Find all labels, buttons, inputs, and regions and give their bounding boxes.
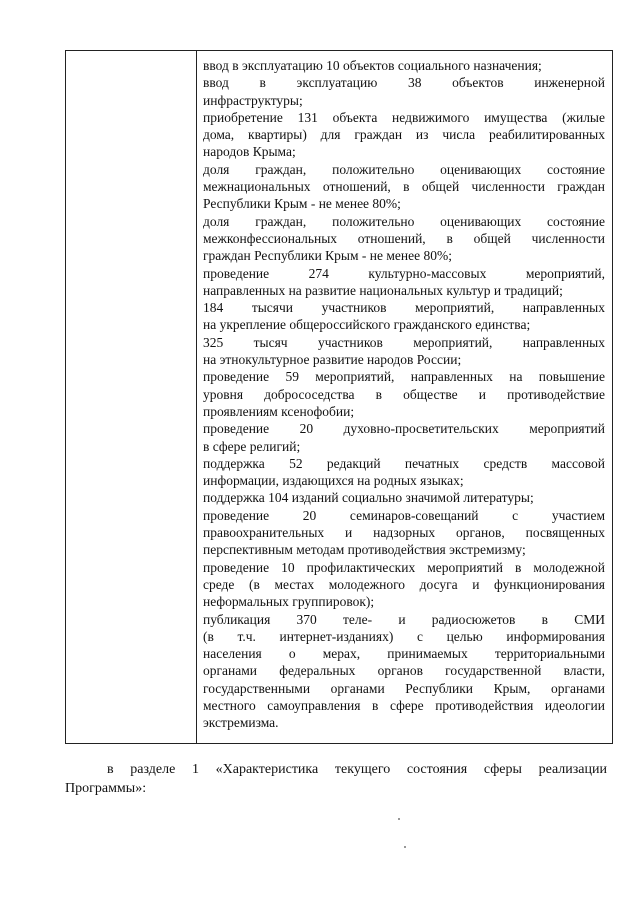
table-line: доля граждан, положительно оценивающих состояние: [203, 213, 605, 229]
table-line: неформальных группировок);: [203, 594, 375, 610]
results-table: [65, 50, 613, 744]
table-line: перспективным методам противодействия экстремизму;: [203, 542, 526, 558]
table-line: органами федеральных органов государственной власти,: [203, 663, 605, 679]
table-line: направленных на развитие национальных культур и традиций;: [203, 282, 563, 298]
table-line: 325 тысяч участников мероприятий, направленных: [203, 334, 605, 350]
table-line: граждан Республики Крым - не менее 80%;: [203, 248, 452, 264]
table-line: среде (в местах молодежного досуга и функционирования: [203, 576, 605, 592]
table-line: поддержка 104 изданий социально значимой литературы;: [203, 490, 534, 506]
table-line: ввод в эксплуатацию 38 объектов инженерной: [203, 75, 605, 91]
table-column-divider: [196, 51, 197, 743]
paragraph-line-1: в разделе 1 «Характеристика текущего состояния сферы реализации: [107, 762, 607, 777]
table-cell-expected-results: [203, 57, 605, 732]
table-line: местного самоуправления в сфере противодействия идеологии: [203, 697, 605, 713]
table-line: проведение 20 семинаров-совещаний с участием: [203, 507, 605, 523]
table-line: проведение 10 профилактических мероприятий в молодежной: [203, 559, 605, 575]
table-line: поддержка 52 редакций печатных средств массовой: [203, 455, 605, 471]
table-line: инфраструктуры;: [203, 92, 303, 108]
table-line: ввод в эксплуатацию 10 объектов социального назначения;: [203, 58, 542, 73]
table-line: проведение 59 мероприятий, направленных на повышение: [203, 369, 605, 385]
table-line: межконфессиональных отношений, в общей численности: [203, 230, 605, 246]
table-line: на укрепление общероссийского гражданского единства;: [203, 317, 531, 333]
table-line: в сфере религий;: [203, 438, 301, 454]
table-line: дома, квартиры) для граждан из числа реабилитированных: [203, 127, 605, 143]
table-line: (в т.ч. интернет-изданиях) с целью информирования: [203, 628, 605, 644]
table-line: народов Крыма;: [203, 144, 296, 160]
table-line: уровня добрососедства в обществе и противодействие: [203, 386, 605, 402]
table-line: проявлениям ксенофобии;: [203, 403, 355, 419]
table-line: Республики Крым - не менее 80%;: [203, 196, 401, 212]
table-line: на этнокультурное развитие народов России;: [203, 352, 462, 368]
table-line: экстремизма.: [203, 715, 279, 731]
table-line: государственными органами Республики Крым, органами: [203, 680, 605, 696]
table-line: правоохранительных и надзорных органов, посвященных: [203, 525, 605, 541]
table-line: 184 тысячи участников мероприятий, направленных: [203, 300, 605, 316]
table-line: проведение 274 культурно-массовых мероприятий,: [203, 265, 605, 281]
table-line: публикация 370 теле- и радиосюжетов в СМИ: [203, 611, 605, 627]
table-line: информации, издающихся на родных языках;: [203, 473, 464, 489]
scan-speck: [404, 846, 406, 848]
section-paragraph: [65, 760, 607, 798]
scan-speck: [398, 818, 400, 820]
table-line: приобретение 131 объекта недвижимого имущества (жилые: [203, 109, 605, 125]
table-line: межнациональных отношений, в общей численности граждан: [203, 179, 605, 195]
paragraph-line-2: Программы»:: [65, 781, 147, 796]
table-line: населения о мерах, принимаемых территориальными: [203, 646, 605, 662]
table-line: доля граждан, положительно оценивающих состояние: [203, 161, 605, 177]
table-line: проведение 20 духовно-просветительских мероприятий: [203, 421, 605, 437]
